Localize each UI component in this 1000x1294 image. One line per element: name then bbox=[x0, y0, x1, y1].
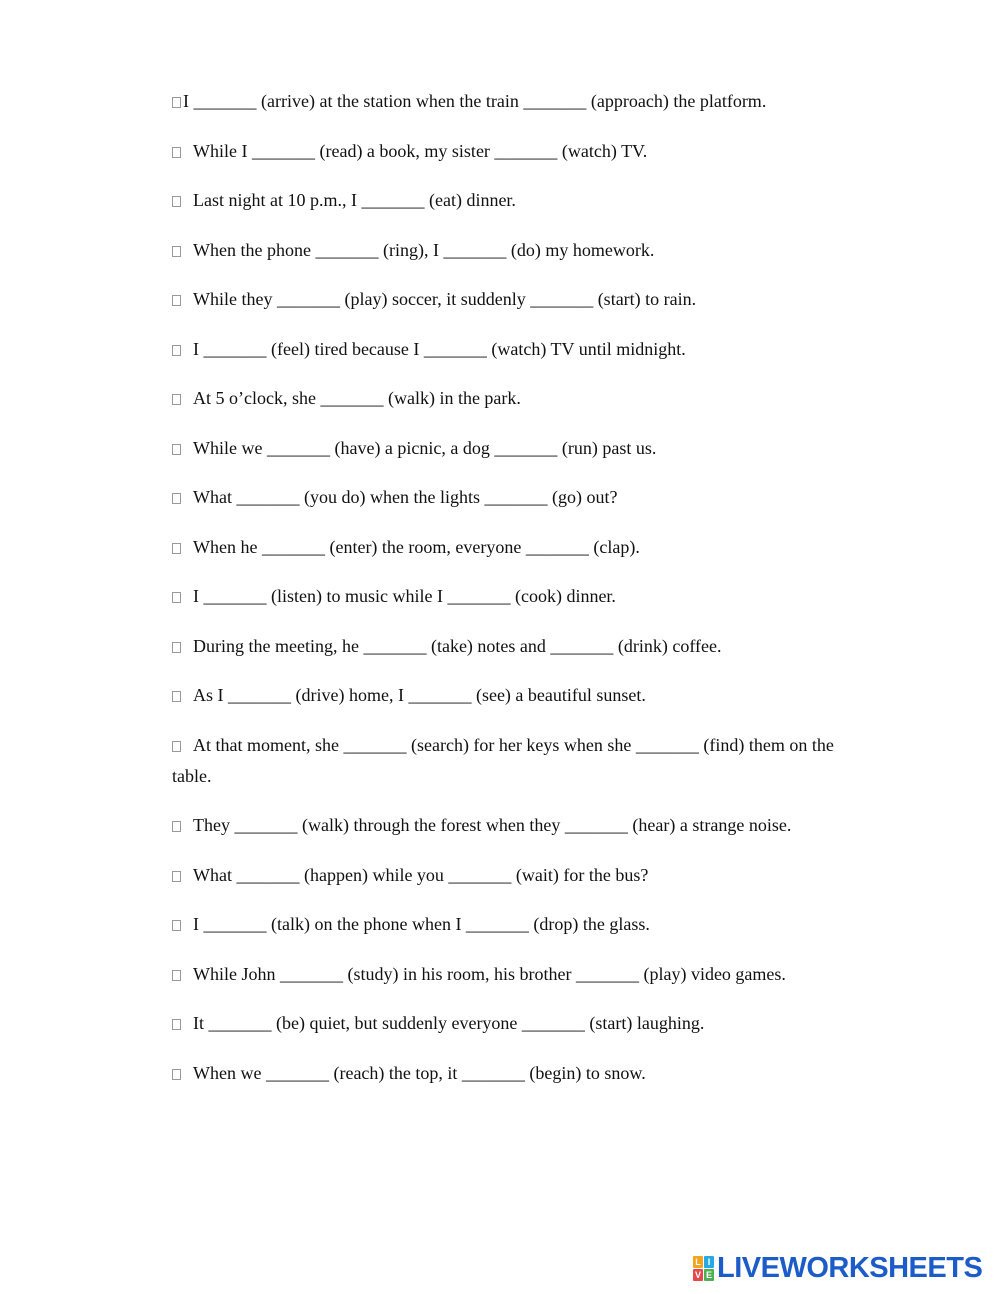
exercise-text: During the meeting, he _______ (take) notes and _______ (drink) coffee. bbox=[193, 635, 722, 656]
checkbox-icon bbox=[172, 345, 181, 356]
checkbox-icon bbox=[172, 295, 181, 306]
exercise-text: When the phone _______ (ring), I _______ (do) my homework. bbox=[193, 239, 655, 260]
checkbox-icon bbox=[172, 871, 181, 882]
logo-mark-letter: E bbox=[705, 1269, 712, 1280]
exercise-item bbox=[172, 959, 872, 990]
exercise-item bbox=[172, 383, 872, 414]
exercise-item bbox=[172, 1058, 872, 1089]
checkbox-icon bbox=[172, 147, 181, 158]
logo-mark-icon bbox=[693, 1256, 714, 1281]
exercise-item bbox=[172, 909, 872, 940]
exercise-text: They _______ (walk) through the forest when they _______ (hear) a strange noise. bbox=[193, 815, 792, 835]
exercise-item bbox=[172, 1008, 872, 1039]
checkbox-icon bbox=[172, 97, 181, 108]
checkbox-icon bbox=[172, 970, 181, 981]
exercise-text: It _______ (be) quiet, but suddenly everyone _______ (start) laughing. bbox=[193, 1013, 705, 1033]
exercise-item bbox=[172, 235, 872, 266]
logo-mark-letter: L bbox=[693, 1256, 703, 1268]
exercise-text: I _______ (talk) on the phone when I _______ (drop) the glass. bbox=[193, 914, 650, 934]
exercise-text: While we _______ (have) a picnic, a dog _______ (run) past us. bbox=[193, 437, 657, 458]
checkbox-icon bbox=[172, 394, 181, 405]
exercise-text: At that moment, she _______ (search) for her keys when she _______ (find) them on the table. bbox=[172, 734, 834, 786]
checkbox-icon bbox=[172, 543, 181, 554]
exercise-item bbox=[172, 334, 872, 365]
exercise-item bbox=[172, 680, 872, 711]
checkbox-icon bbox=[172, 246, 181, 257]
exercise-item bbox=[172, 284, 872, 315]
checkbox-icon bbox=[172, 691, 181, 702]
checkbox-icon bbox=[172, 592, 181, 603]
exercise-text: I _______ (feel) tired because I _______ (watch) TV until midnight. bbox=[193, 338, 686, 359]
exercise-text: When we _______ (reach) the top, it _______ (begin) to snow. bbox=[193, 1062, 646, 1083]
liveworksheets-logo bbox=[693, 1253, 982, 1283]
exercise-text: While I _______ (read) a book, my sister _______ (watch) TV. bbox=[193, 140, 648, 161]
checkbox-icon bbox=[172, 920, 181, 931]
checkbox-icon bbox=[172, 444, 181, 455]
checkbox-icon bbox=[172, 741, 181, 752]
exercise-text: As I _______ (drive) home, I _______ (see) a beautiful sunset. bbox=[193, 685, 646, 705]
exercise-text: At 5 o’clock, she _______ (walk) in the park. bbox=[193, 388, 521, 408]
exercise-item bbox=[172, 730, 872, 792]
exercise-item bbox=[172, 860, 872, 891]
exercise-item bbox=[172, 86, 872, 117]
exercise-text: I _______ (arrive) at the station when the train _______ (approach) the platform. bbox=[183, 91, 767, 111]
exercise-text: What _______ (you do) when the lights _______ (go) out? bbox=[193, 487, 618, 507]
exercise-text: Last night at 10 p.m., I _______ (eat) dinner. bbox=[193, 190, 516, 210]
logo-mark-letter: I bbox=[704, 1256, 714, 1268]
exercise-text: When he _______ (enter) the room, everyone _______ (clap). bbox=[193, 536, 640, 557]
checkbox-icon bbox=[172, 196, 181, 207]
exercise-text: While John _______ (study) in his room, his brother _______ (play) video games. bbox=[193, 963, 786, 984]
checkbox-icon bbox=[172, 642, 181, 653]
checkbox-icon bbox=[172, 1069, 181, 1080]
exercise-text: I _______ (listen) to music while I _______ (cook) dinner. bbox=[193, 586, 616, 606]
checkbox-icon bbox=[172, 1019, 181, 1030]
logo-text: LIVEWORKSHEETS bbox=[717, 1251, 983, 1284]
exercise-item bbox=[172, 631, 872, 662]
exercise-item bbox=[172, 581, 872, 612]
exercise-item bbox=[172, 482, 872, 513]
checkbox-icon bbox=[172, 493, 181, 504]
exercise-text: What _______ (happen) while you _______ (wait) for the bus? bbox=[193, 864, 649, 885]
logo-mark-letter: V bbox=[694, 1269, 701, 1280]
exercise-item bbox=[172, 433, 872, 464]
exercise-item bbox=[172, 810, 872, 841]
exercise-text: While they _______ (play) soccer, it suddenly _______ (start) to rain. bbox=[193, 289, 697, 309]
worksheet bbox=[172, 86, 872, 1107]
exercise-item bbox=[172, 136, 872, 167]
exercise-item bbox=[172, 532, 872, 563]
checkbox-icon bbox=[172, 821, 181, 832]
exercise-item bbox=[172, 185, 872, 216]
